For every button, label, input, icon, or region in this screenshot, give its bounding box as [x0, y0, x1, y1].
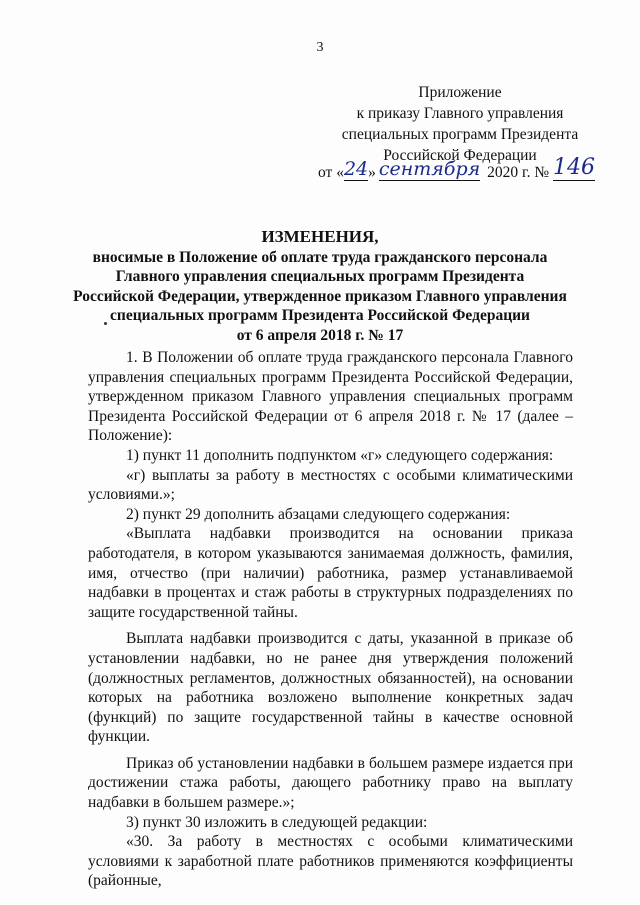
- title-line: вносимые в Положение об оплате труда гражданского персонала: [92, 248, 548, 266]
- paragraph: «г) выплаты за работу в местностях с особыми климатическими условиями.»;: [88, 466, 573, 504]
- paragraph: 3) пункт 30 изложить в следующей редакции:: [126, 813, 428, 831]
- scan-dot: [104, 322, 107, 325]
- paragraph: Приказ об установлении надбавки в большем размере издается при достижении стажа работы, дающего работнику право на выплату надбавки в большем размере.»;: [88, 754, 573, 812]
- appendix-line: Приложение: [418, 84, 502, 101]
- handwritten-day: 24: [343, 158, 369, 180]
- document-title: [60, 227, 580, 345]
- paragraph: 1. В Положении об оплате труда гражданского персонала Главного управления специальных программ Президента Российской Федерации, утвержденном приказом Главного управления специальных программ Президента Российской Федерации от 6 апреля 2018 г. № 17 (далее – Положение):: [88, 349, 573, 445]
- title-main: ИЗМЕНЕНИЯ,: [261, 227, 379, 246]
- title-line: Российской Федерации, утвержденное приказом Главного управления: [73, 287, 567, 305]
- title-line: Главного управления специальных программ Президента: [115, 268, 525, 285]
- appendix-line: к приказу Главного управления: [356, 105, 564, 122]
- title-line: от 6 апреля 2018 г. № 17: [236, 326, 404, 344]
- page-number: 3: [316, 40, 324, 55]
- paragraph: Выплата надбавки производится с даты, указанной в приказе об установлении надбавки, но не ранее дня утверждения положений (должностных регламентов, должностных обязанностей), на основании которых на работника возложено выполнение конкретных задач (функций) по защите государственной тайны в качестве основной функции.: [88, 630, 573, 746]
- document-body: [88, 348, 573, 891]
- appendix-line: Российской Федерации: [383, 147, 537, 164]
- handwritten-month: сентября: [378, 158, 481, 180]
- paragraph: 1) пункт 11 дополнить подпунктом «г» следующего содержания:: [126, 446, 554, 464]
- handwritten-order-number: 146: [553, 155, 596, 180]
- order-prefix: от «: [318, 164, 344, 181]
- order-year: 2020 г. №: [487, 164, 550, 181]
- appendix-header: [330, 82, 590, 166]
- paragraph: «Выплата надбавки производится на основании приказа работодателя, в котором указываются занимаемая должность, фамилия, имя, отчество (при наличии) работника, размер устанавливаемой надбавки в процентах и стаж работы в структурных подразделениях по защите государственной тайны.: [88, 525, 573, 621]
- appendix-line: специальных программ Президента: [341, 126, 579, 143]
- paragraph: «30. За работу в местностях с особыми климатическими условиями к заработной плате работников применяются коэффициенты (районные,: [88, 833, 573, 890]
- order-mid: »: [368, 164, 376, 181]
- title-line: специальных программ Президента Российской Федерации: [110, 307, 530, 324]
- paragraph: 2) пункт 29 дополнить абзацами следующего содержания:: [126, 505, 511, 523]
